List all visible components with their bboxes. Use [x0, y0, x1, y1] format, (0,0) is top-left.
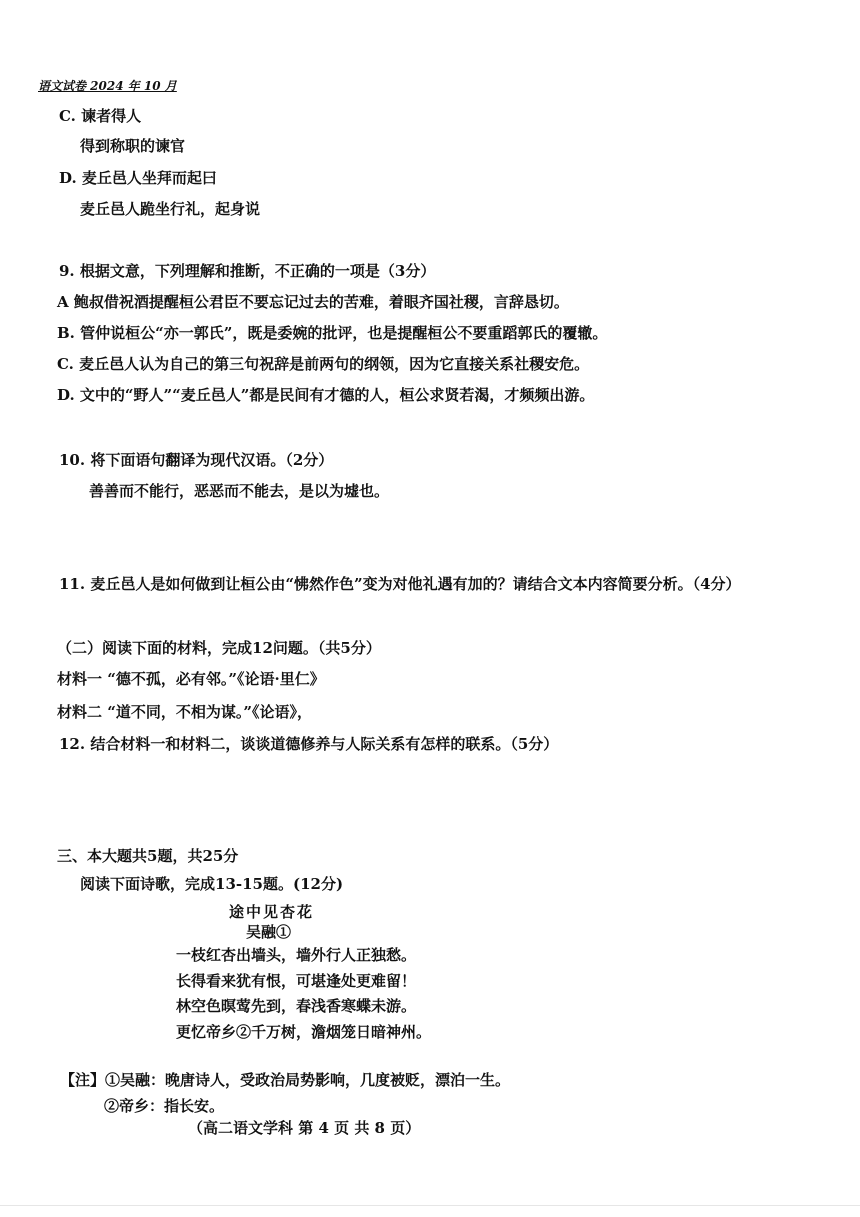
poem-author: 吴融①	[246, 923, 292, 941]
q8-option-c: C. 谏者得人	[59, 107, 142, 125]
poem-line: 林空色暝莺先到，春浅香寒蝶未游。	[176, 997, 417, 1015]
poem-line: 长得看来犹有恨，可堪逢处更难留！	[176, 972, 417, 990]
poem-line: 一枝红杏出墙头，墙外行人正独愁。	[176, 946, 417, 964]
section2-heading: （二）阅读下面的材料，完成12问题。（共5分）	[57, 639, 381, 657]
q12-stem: 12. 结合材料一和材料二，谈谈道德修养与人际关系有怎样的联系。（5分）	[59, 735, 559, 753]
note-2: ②帝乡：指长安。	[104, 1097, 225, 1115]
section3-instruction: 阅读下面诗歌，完成13-15题。(12分)	[80, 875, 344, 893]
q8-option-d-answer: 麦丘邑人跪坐行礼，起身说	[80, 200, 261, 218]
q9-option-a: A 鲍叔借祝酒提醒桓公君臣不要忘记过去的苦难，着眼齐国社稷，言辞恳切。	[57, 293, 569, 311]
q9-option-c: C. 麦丘邑人认为自己的第三句祝辞是前两句的纲领，因为它直接关系社稷安危。	[57, 355, 590, 373]
material-1: 材料一 “德不孤，必有邻。”《论语·里仁》	[57, 670, 325, 688]
q10-stem: 10. 将下面语句翻译为现代汉语。（2分）	[59, 451, 334, 469]
section3-heading: 三、本大题共5题，共25分	[57, 847, 239, 865]
q9-option-b: B. 管仲说桓公“亦一郭氏”，既是委婉的批评，也是提醒桓公不要重蹈郭氏的覆辙。	[57, 324, 608, 342]
note-1: 【注】①吴融：晚唐诗人，受政治局势影响，几度被贬，漂泊一生。	[60, 1071, 511, 1089]
page-footer: （高二语文学科 第 4 页 共 8 页）	[188, 1119, 421, 1137]
poem-title: 途中见杏花	[229, 903, 315, 921]
page-header: 语文试卷 2024 年 10 月	[38, 79, 177, 93]
poem-line: 更忆帝乡②千万树，澹烟笼日暗神州。	[176, 1023, 432, 1041]
material-2: 材料二 “道不同，不相为谋。”《论语》，	[57, 703, 312, 721]
q8-option-c-answer: 得到称职的谏官	[80, 137, 186, 155]
page-bottom-edge	[0, 1205, 860, 1206]
q11-stem: 11. 麦丘邑人是如何做到让桓公由“怫然作色”变为对他礼遇有加的？请结合文本内容简要分析。（4分）	[59, 575, 741, 593]
q8-option-d: D. 麦丘邑人坐拜而起曰	[59, 169, 217, 187]
q9-stem: 9. 根据文意，下列理解和推断，不正确的一项是（3分）	[59, 262, 436, 280]
q10-sentence: 善善而不能行，恶恶而不能去，是以为墟也。	[89, 482, 390, 500]
q9-option-d: D. 文中的“野人”“麦丘邑人”都是民间有才德的人，桓公求贤若渴，才频频出游。	[57, 386, 595, 404]
